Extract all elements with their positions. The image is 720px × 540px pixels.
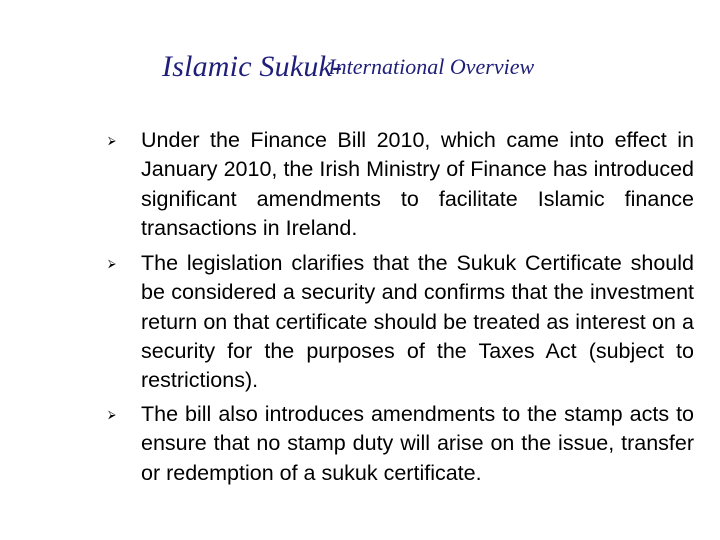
arrowhead-bullet-icon: ⮚	[108, 134, 116, 147]
arrowhead-bullet-icon: ⮚	[108, 408, 116, 421]
bullet-text: The legislation clarifies that the Sukuk Certificate should be considered a security and confirms that the investment return on that certificate should be treated as interest on a security for the purposes of the Taxes Act (subject to restrictions).	[141, 251, 694, 393]
bullet-text: Under the Finance Bill 2010, which came into effect in January 2010, the Irish Ministry of Finance has introduced significant amendments to facilitate Islamic finance transactions in Ireland.	[141, 128, 694, 240]
bullet-text: The bill also introduces amendments to the stamp acts to ensure that no stamp duty will arise on the issue, transfer or redemption of a sukuk certificate.	[141, 402, 694, 485]
arrowhead-bullet-icon: ⮚	[108, 257, 116, 270]
title-subtitle: International Overview	[328, 54, 535, 79]
title-main: Islamic Sukuk-	[162, 50, 343, 83]
